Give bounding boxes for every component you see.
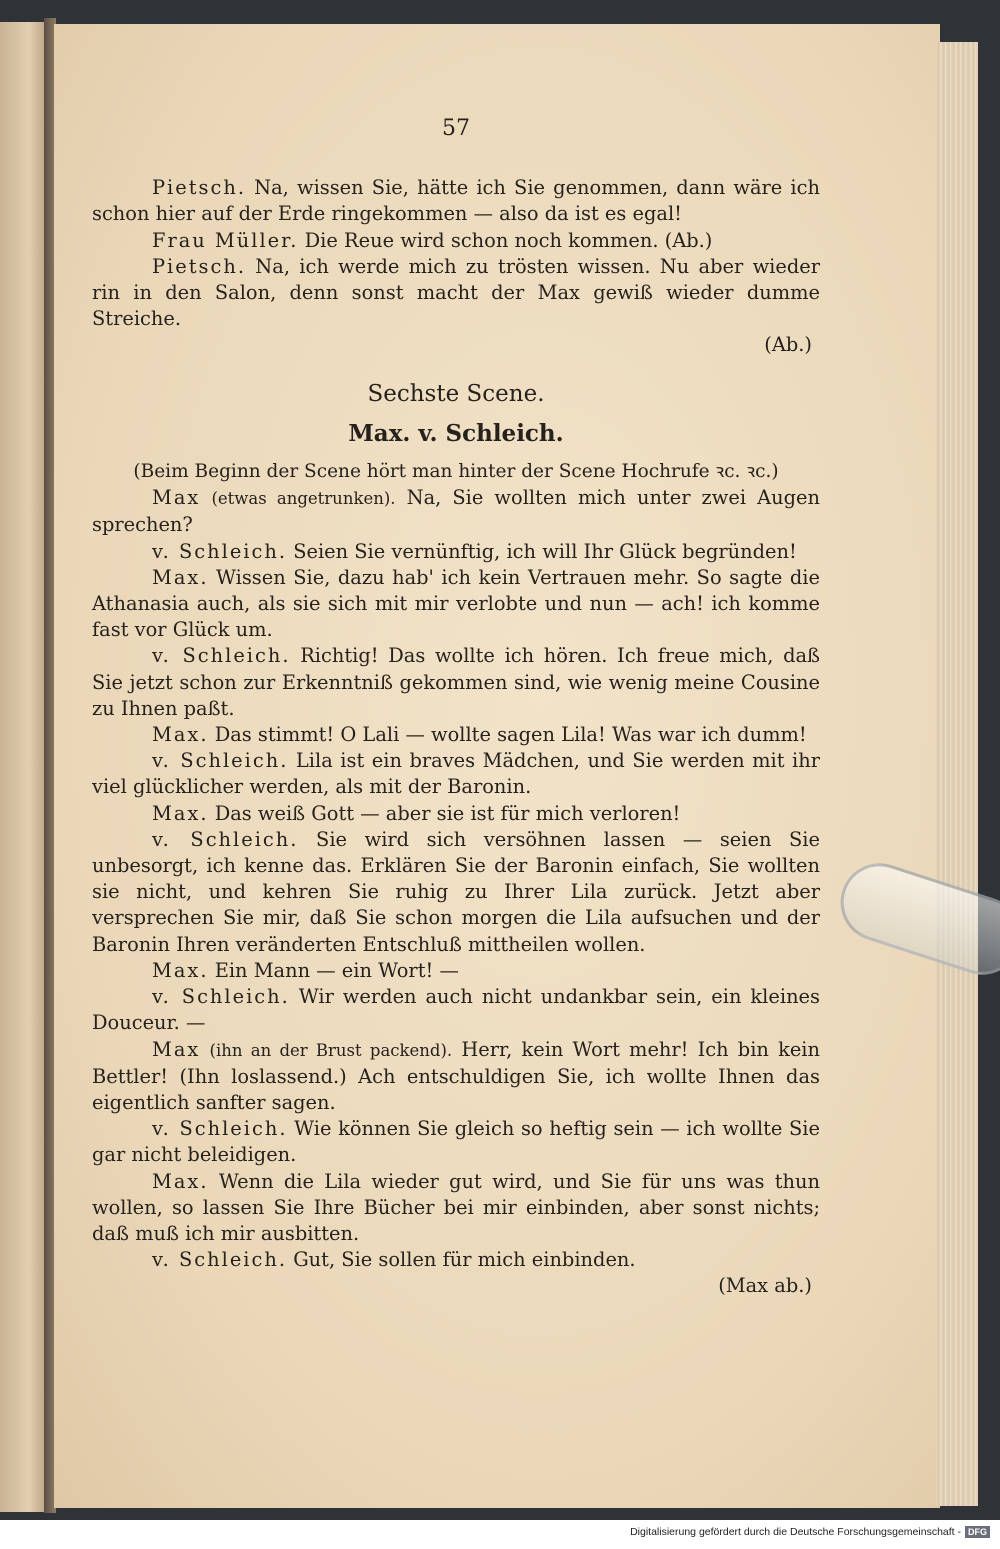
- speaker-name: Max.: [152, 801, 209, 825]
- scene-characters: Max. v. Schleich.: [348, 419, 564, 447]
- speech-text: Wissen Sie, dazu hab' ich kein Vertrauen mehr. So sagte die Athanasia auch, als sie sich mit mir verlobte und nun — ach! ich komme fast vor Glück um.: [92, 565, 820, 642]
- speech: [92, 1247, 820, 1273]
- speech: [92, 1116, 820, 1168]
- speaker-name: Max: [152, 486, 201, 510]
- speaker-direction: (etwas angetrunken).: [211, 489, 396, 509]
- speech: [92, 254, 820, 333]
- speech-text: Sie wird sich versöhnen lassen — seien Sie unbesorgt, ich kenne das. Erklären Sie der Baronin einfach, Sie wollten sie nicht, und kehren Sie ruhig zu Ihrer Lila zurück. Jetzt aber versprechen Sie mir, daß Sie schon morgen die Lila aufsuchen und der Baronin Ihren veränderten Entschluß mittheilen wollen.: [92, 827, 820, 956]
- speaker-name: Max.: [152, 1169, 209, 1193]
- speaker-name: Pietsch.: [152, 254, 246, 278]
- exit-direction: (Ab.): [764, 333, 812, 357]
- speech: [92, 984, 820, 1036]
- speech-text: Wir werden auch nicht undankbar sein, ein kleines Douceur. —: [92, 985, 820, 1035]
- speech: [92, 539, 820, 565]
- speaker-name: v. Schleich.: [152, 644, 291, 668]
- speaker-name: Max: [152, 1037, 201, 1061]
- speech: [92, 748, 820, 800]
- speech: [92, 228, 820, 254]
- credit-text: Digitalisierung gefördert durch die Deutsche Forschungsgemeinschaft -: [630, 1526, 961, 1538]
- speaker-name: Frau Müller.: [152, 228, 299, 252]
- speech-text: Na, Sie wollten mich unter zwei Augen sprechen?: [92, 486, 821, 537]
- speaker-name: v. Schleich.: [152, 1248, 288, 1272]
- speech: [92, 1169, 820, 1248]
- speech-text: Gut, Sie sollen für mich einbinden.: [293, 1248, 636, 1272]
- speech-text: Seien Sie vernünftig, ich will Ihr Glück begründen!: [293, 539, 797, 563]
- dfg-logo: DFG: [965, 1526, 990, 1538]
- speaker-name: Max.: [152, 565, 209, 589]
- speech-text: Wenn die Lila wieder gut wird, und Sie für uns was thun wollen, so lassen Sie Ihre Bücher bei mir einbinden, aber sonst nichts; daß muß ich mir ausbitten.: [92, 1169, 820, 1245]
- speech: [92, 827, 820, 958]
- speech-text: Das weiß Gott — aber sie ist für mich verloren!: [214, 801, 681, 825]
- speaker-name: v. Schleich.: [152, 827, 299, 851]
- speaker-name: v. Schleich.: [152, 749, 289, 773]
- speaker-name: Max.: [152, 723, 209, 747]
- speaker-name: Pietsch.: [152, 176, 246, 200]
- speech: [92, 175, 820, 227]
- speech: [92, 485, 820, 538]
- speaker-direction: (ihn an der Brust packend).: [209, 1040, 453, 1060]
- speech: [92, 722, 820, 748]
- speech: [92, 643, 820, 722]
- exit-direction: (Max ab.): [718, 1274, 812, 1298]
- left-page-edge: [0, 22, 48, 1512]
- speech-text: Na, ich werde mich zu trösten wissen. Nu aber wieder rin in den Salon, denn sonst macht der Max gewiß wieder dumme Streiche.: [92, 254, 820, 331]
- scene-title: Sechste Scene.: [367, 380, 545, 407]
- speaker-name: v. Schleich.: [152, 985, 290, 1009]
- speech-text: Lila ist ein braves Mädchen, und Sie werden mit ihr viel glücklicher werden, als mit der Baronin.: [92, 749, 820, 799]
- speech-text: Herr, kein Wort mehr! Ich bin kein Bettler! (Ihn loslassend.) Ach entschuldigen Sie, ich wollte Ihnen das eigentlich sanfter sagen.: [92, 1037, 820, 1114]
- speech: [92, 1037, 820, 1117]
- speaker-name: v. Schleich.: [152, 539, 288, 563]
- speech-text: Das stimmt! O Lali — wollte sagen Lila! Was war ich dumm!: [214, 723, 807, 747]
- speech: [92, 565, 820, 644]
- speech-text: Die Reue wird schon noch kommen. (Ab.): [304, 228, 713, 252]
- speech-text: Richtig! Das wollte ich hören. Ich freue mich, daß Sie jetzt schon zur Erkenntniß gekommen sind, wie wenig meine Cousine zu Ihnen paßt.: [92, 644, 820, 720]
- speech-text: Ein Mann — ein Wort! —: [214, 958, 459, 982]
- digitization-credit: [0, 1526, 990, 1538]
- speech-text: Wie können Sie gleich so heftig sein — ich wollte Sie gar nicht beleidigen.: [92, 1117, 820, 1167]
- page-stack-edges: [936, 42, 978, 1506]
- speech: [92, 958, 820, 984]
- speaker-name: Max.: [152, 958, 209, 982]
- speech-text: Na, wissen Sie, hätte ich Sie genommen, dann wäre ich schon hier auf der Erde ringekommen — also da ist es egal!: [92, 176, 820, 226]
- scene-stage-direction: (Beim Beginn der Scene hört man hinter der Scene Hochrufe ꝛc. ꝛc.): [133, 461, 779, 483]
- page-number: 57: [442, 116, 470, 141]
- page-text: [92, 116, 820, 1376]
- speech: [92, 801, 820, 827]
- speaker-name: v. Schleich.: [152, 1117, 288, 1141]
